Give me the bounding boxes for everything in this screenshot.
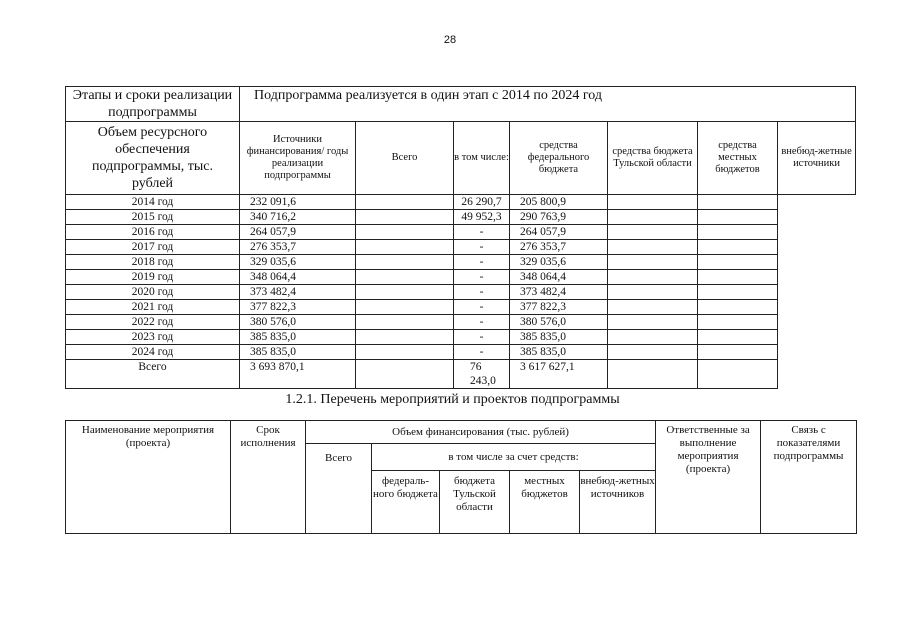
regional-cell: 380 576,0 (510, 315, 608, 330)
extra-cell (698, 315, 778, 330)
total-cell: 380 576,0 (240, 315, 356, 330)
total-cell: 276 353,7 (240, 240, 356, 255)
federal-cell: - (454, 330, 510, 345)
col-volume: Объем финансирования (тыс. рублей) (306, 421, 656, 444)
year-cell: 2023 год (66, 330, 240, 345)
regional-cell: 385 835,0 (510, 345, 608, 360)
federal-cell: - (454, 270, 510, 285)
header-extra: внебюд-жетные источники (778, 122, 856, 195)
year-cell: 2020 год (66, 285, 240, 300)
year-row (66, 195, 856, 210)
year-cell: 2017 год (66, 240, 240, 255)
total-regional: 3 617 627,1 (510, 360, 608, 389)
col-extra: внебюд-жетных источников (580, 471, 656, 534)
federal-cell: - (454, 285, 510, 300)
col-link: Связь с показателями подпрограммы (761, 421, 857, 534)
total-cell: 385 835,0 (240, 345, 356, 360)
year-row (66, 210, 856, 225)
stages-label: Этапы и сроки реализации подпрограммы (66, 87, 240, 122)
col-term: Срок исполнения (231, 421, 306, 534)
total-cell: 385 835,0 (240, 330, 356, 345)
extra-cell (698, 210, 778, 225)
including-cell (356, 330, 454, 345)
total-cell: 377 822,3 (240, 300, 356, 315)
including-cell (356, 270, 454, 285)
total-cell: 264 057,9 (240, 225, 356, 240)
including-cell (356, 240, 454, 255)
year-row (66, 330, 856, 345)
total-cell: 348 064,4 (240, 270, 356, 285)
resource-table (65, 86, 856, 389)
local-cell (608, 285, 698, 300)
year-cell: 2024 год (66, 345, 240, 360)
header-regional: средства бюджета Тульской области (608, 122, 698, 195)
col-including: в том числе за счет средств: (372, 444, 656, 471)
header-local: средства местных бюджетов (698, 122, 778, 195)
federal-cell: - (454, 240, 510, 255)
col-total: Всего (306, 444, 372, 534)
total-federal: 76 243,0 (454, 360, 510, 389)
regional-cell: 205 800,9 (510, 195, 608, 210)
col-regional: бюджета Тульской области (440, 471, 510, 534)
federal-cell: - (454, 345, 510, 360)
including-cell (356, 225, 454, 240)
extra-cell (698, 285, 778, 300)
extra-cell (698, 240, 778, 255)
year-row (66, 300, 856, 315)
year-row (66, 345, 856, 360)
total-cell: 373 482,4 (240, 285, 356, 300)
including-cell (356, 300, 454, 315)
year-cell: 2018 год (66, 255, 240, 270)
regional-cell: 377 822,3 (510, 300, 608, 315)
local-cell (608, 195, 698, 210)
regional-cell: 264 057,9 (510, 225, 608, 240)
total-local (608, 360, 698, 389)
local-cell (608, 225, 698, 240)
year-cell: 2021 год (66, 300, 240, 315)
year-cell: 2014 год (66, 195, 240, 210)
header-row (66, 122, 856, 195)
including-cell (356, 210, 454, 225)
year-row (66, 225, 856, 240)
regional-cell: 290 763,9 (510, 210, 608, 225)
volume-label: Объем ресурсного обеспечения подпрограммы, тыс. рублей (66, 122, 240, 195)
local-cell (608, 210, 698, 225)
including-cell (356, 285, 454, 300)
year-row (66, 285, 856, 300)
local-cell (608, 255, 698, 270)
year-row (66, 255, 856, 270)
federal-cell: 49 952,3 (454, 210, 510, 225)
year-row (66, 315, 856, 330)
year-row (66, 270, 856, 285)
total-including (356, 360, 454, 389)
year-cell: 2019 год (66, 270, 240, 285)
including-cell (356, 255, 454, 270)
extra-cell (698, 345, 778, 360)
regional-cell: 373 482,4 (510, 285, 608, 300)
regional-cell: 385 835,0 (510, 330, 608, 345)
extra-cell (698, 255, 778, 270)
stages-row (66, 87, 856, 122)
section-title: 1.2.1. Перечень мероприятий и проектов подпрограммы (285, 392, 620, 407)
total-sum: 3 693 870,1 (240, 360, 356, 389)
extra-cell (698, 195, 778, 210)
col-local: местных бюджетов (510, 471, 580, 534)
total-cell: 340 716,2 (240, 210, 356, 225)
col-name: Наименование мероприятия (проекта) (66, 421, 231, 534)
measures-table (65, 420, 857, 534)
local-cell (608, 300, 698, 315)
federal-cell: - (454, 225, 510, 240)
federal-cell: - (454, 315, 510, 330)
local-cell (608, 240, 698, 255)
extra-cell (698, 225, 778, 240)
including-cell (356, 315, 454, 330)
local-cell (608, 330, 698, 345)
local-cell (608, 345, 698, 360)
stages-value: Подпрограмма реализуется в один этап с 2014 по 2024 год (240, 87, 856, 122)
regional-cell: 329 035,6 (510, 255, 608, 270)
total-cell: 232 091,6 (240, 195, 356, 210)
federal-cell: 26 290,7 (454, 195, 510, 210)
year-cell: 2016 год (66, 225, 240, 240)
regional-cell: 276 353,7 (510, 240, 608, 255)
extra-cell (698, 330, 778, 345)
header-total: Всего (356, 122, 454, 195)
extra-cell (698, 300, 778, 315)
total-label: Всего (66, 360, 240, 389)
local-cell (608, 270, 698, 285)
header-federal: средства федерального бюджета (510, 122, 608, 195)
federal-cell: - (454, 255, 510, 270)
col-federal: федераль-ного бюджета (372, 471, 440, 534)
page-number: 28 (443, 34, 457, 46)
extra-cell (698, 270, 778, 285)
regional-cell: 348 064,4 (510, 270, 608, 285)
total-row (66, 360, 856, 389)
header-sources: Источники финансирования/ годы реализации подпрограммы (240, 122, 356, 195)
including-cell (356, 195, 454, 210)
including-cell (356, 345, 454, 360)
year-row (66, 240, 856, 255)
col-responsible: Ответственные за выполнение мероприятия (проекта) (656, 421, 761, 534)
total-cell: 329 035,6 (240, 255, 356, 270)
federal-cell: - (454, 300, 510, 315)
header-including: в том числе: (454, 122, 510, 195)
total-extra (698, 360, 778, 389)
year-cell: 2015 год (66, 210, 240, 225)
year-cell: 2022 год (66, 315, 240, 330)
local-cell (608, 315, 698, 330)
